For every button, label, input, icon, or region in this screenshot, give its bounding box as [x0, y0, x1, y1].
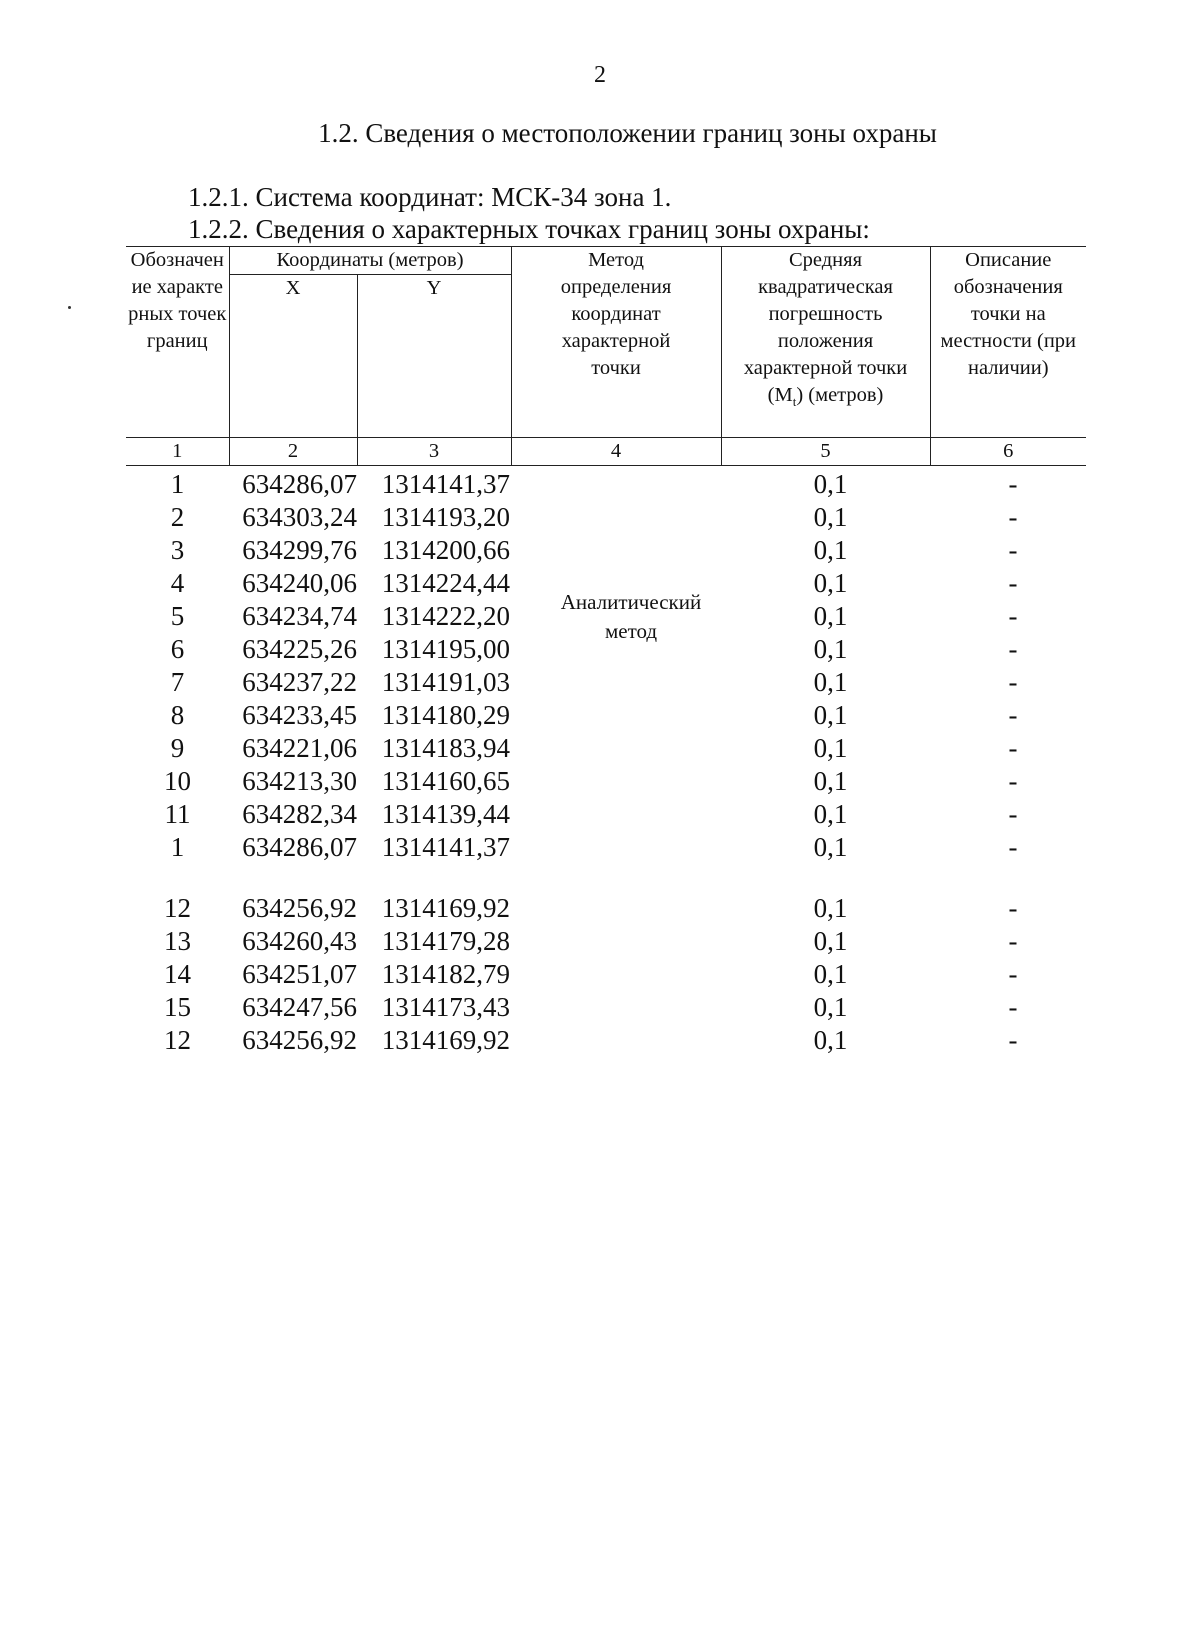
- coord-y: 1314193,20: [381, 502, 510, 532]
- table-row: [126, 959, 1086, 992]
- table-row: [126, 601, 1086, 634]
- point-number: 8: [170, 700, 185, 730]
- coord-x: 634286,07: [242, 469, 357, 499]
- point-description: -: [1008, 766, 1018, 796]
- table-row: [126, 568, 1086, 601]
- coord-y: 1314183,94: [381, 733, 510, 763]
- header-coordinates: Координаты (метров): [229, 247, 511, 275]
- mean-error: 0,1: [813, 893, 848, 923]
- point-number: 6: [170, 634, 185, 664]
- column-number: 6: [930, 438, 1086, 466]
- coord-x: 634213,30: [242, 766, 357, 796]
- point-description: -: [1008, 992, 1018, 1022]
- header-x: X: [229, 275, 357, 438]
- page-number: 2: [594, 62, 606, 88]
- section-title: 1.2. Сведения о местоположении границ зоны охраны: [318, 118, 937, 148]
- mean-error: 0,1: [813, 469, 848, 499]
- point-description: -: [1008, 893, 1018, 923]
- table-row: [126, 667, 1086, 700]
- column-number: 3: [357, 438, 511, 466]
- coord-x: 634233,45: [242, 700, 357, 730]
- table-row: [126, 799, 1086, 832]
- coord-x: 634240,06: [242, 568, 357, 598]
- table-row: [126, 502, 1086, 535]
- method-cell: Аналитический метод: [560, 590, 702, 643]
- table-row: [126, 469, 1086, 502]
- point-number: 10: [164, 766, 191, 796]
- coord-y: 1314169,92: [381, 1025, 510, 1055]
- column-number: 4: [511, 438, 721, 466]
- point-number: 4: [170, 568, 185, 598]
- table-row: [126, 700, 1086, 733]
- coord-y: 1314224,44: [381, 568, 510, 598]
- mean-error: 0,1: [813, 535, 848, 565]
- point-number: 11: [164, 799, 191, 829]
- coord-y: 1314141,37: [381, 469, 510, 499]
- scan-speck: [68, 306, 71, 309]
- mean-error: 0,1: [813, 926, 848, 956]
- point-description: -: [1008, 634, 1018, 664]
- coord-x: 634286,07: [242, 832, 357, 862]
- coord-y: 1314180,29: [381, 700, 510, 730]
- mean-error: 0,1: [813, 1025, 848, 1055]
- coord-y: 1314179,28: [381, 926, 510, 956]
- point-number: 2: [170, 502, 185, 532]
- coord-x: 634256,92: [242, 1025, 357, 1055]
- coord-y: 1314222,20: [381, 601, 510, 631]
- point-description: -: [1008, 832, 1018, 862]
- table-row: [126, 634, 1086, 667]
- mean-error: 0,1: [813, 634, 848, 664]
- table-row: [126, 766, 1086, 799]
- coord-y: 1314191,03: [381, 667, 510, 697]
- coord-y: 1314182,79: [381, 959, 510, 989]
- mean-error: 0,1: [813, 992, 848, 1022]
- coord-x: 634234,74: [242, 601, 357, 631]
- point-number: 12: [164, 893, 191, 923]
- coord-x: 634282,34: [242, 799, 357, 829]
- coord-x: 634237,22: [242, 667, 357, 697]
- mean-error: 0,1: [813, 959, 848, 989]
- table-row: [126, 893, 1086, 926]
- mean-error: 0,1: [813, 700, 848, 730]
- point-description: -: [1008, 733, 1018, 763]
- point-description: -: [1008, 535, 1018, 565]
- coord-y: 1314200,66: [381, 535, 510, 565]
- column-number: 5: [721, 438, 930, 466]
- point-description: -: [1008, 1025, 1018, 1055]
- point-number: 1: [170, 832, 185, 862]
- mean-error: 0,1: [813, 832, 848, 862]
- header-method: Метод определения координат характерной точки: [511, 247, 721, 438]
- coord-y: 1314141,37: [381, 832, 510, 862]
- table-row: [126, 992, 1086, 1025]
- point-number: 1: [170, 469, 185, 499]
- point-number: 3: [170, 535, 185, 565]
- header-description: Описание обозначения точки на местности (при наличии): [930, 247, 1086, 438]
- point-description: -: [1008, 568, 1018, 598]
- coord-x: 634247,56: [242, 992, 357, 1022]
- table-row: [126, 832, 1086, 865]
- point-description: -: [1008, 799, 1018, 829]
- header-point-designation: Обозначение характерных точек границ: [126, 247, 229, 438]
- mean-error: 0,1: [813, 667, 848, 697]
- mean-error: 0,1: [813, 568, 848, 598]
- point-number: 14: [164, 959, 191, 989]
- point-description: -: [1008, 502, 1018, 532]
- coord-y: 1314139,44: [381, 799, 510, 829]
- coord-y: 1314173,43: [381, 992, 510, 1022]
- point-description: -: [1008, 700, 1018, 730]
- table-row: [126, 926, 1086, 959]
- mean-error: 0,1: [813, 799, 848, 829]
- point-number: 7: [170, 667, 185, 697]
- point-description: -: [1008, 926, 1018, 956]
- column-number: 2: [229, 438, 357, 466]
- point-description: -: [1008, 601, 1018, 631]
- point-number: 9: [170, 733, 185, 763]
- table-row: [126, 733, 1086, 766]
- coord-x: 634256,92: [242, 893, 357, 923]
- point-number: 13: [164, 926, 191, 956]
- coord-x: 634225,26: [242, 634, 357, 664]
- coord-x: 634251,07: [242, 959, 357, 989]
- point-number: 12: [164, 1025, 191, 1055]
- coord-x: 634303,24: [242, 502, 357, 532]
- coord-y: 1314160,65: [381, 766, 510, 796]
- point-number: 15: [164, 992, 191, 1022]
- header-mean-error: Средняя квадратическая погрешность положения характерной точки $(M_t)$ (метров): [721, 247, 930, 438]
- coord-y: 1314195,00: [381, 634, 510, 664]
- coordinate-system-line: 1.2.1. Система координат: МСК-34 зона 1.: [188, 182, 672, 212]
- coord-x: 634299,76: [242, 535, 357, 565]
- point-description: -: [1008, 469, 1018, 499]
- mean-error: 0,1: [813, 601, 848, 631]
- points-table-header: [126, 246, 1086, 466]
- table-row: [126, 535, 1086, 568]
- points-info-line: 1.2.2. Сведения о характерных точках границ зоны охраны:: [188, 214, 870, 244]
- header-y: Y: [357, 275, 511, 438]
- point-number: 5: [170, 601, 185, 631]
- point-description: -: [1008, 667, 1018, 697]
- coord-y: 1314169,92: [381, 893, 510, 923]
- table-row: [126, 1025, 1086, 1058]
- point-description: -: [1008, 959, 1018, 989]
- column-number: 1: [126, 438, 229, 466]
- mean-error: 0,1: [813, 766, 848, 796]
- coord-x: 634260,43: [242, 926, 357, 956]
- mean-error: 0,1: [813, 502, 848, 532]
- mean-error: 0,1: [813, 733, 848, 763]
- coord-x: 634221,06: [242, 733, 357, 763]
